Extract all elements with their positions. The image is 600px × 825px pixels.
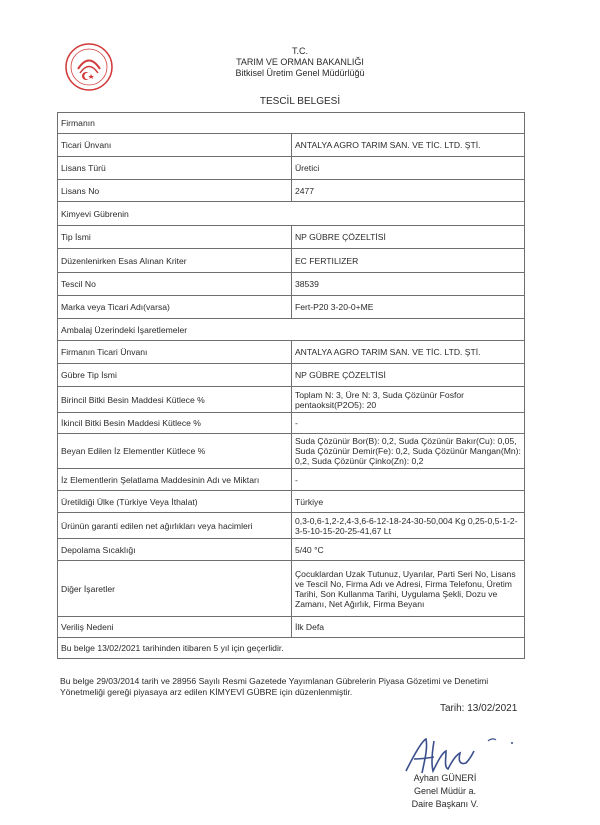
header-directorate: Bitkisel Üretim Genel Müdürlüğü <box>235 68 365 78</box>
row-label: İz Elementlerin Şelatlama Maddesinin Adı ve Miktarı <box>58 469 292 491</box>
row-value: Fert-P20 3-20-0+ME <box>291 296 524 319</box>
row-label: Ürünün garanti edilen net ağırlıkları veya hacimleri <box>58 513 292 539</box>
row-label: Üretildiği Ülke (Türkiye Veya İthalat) <box>58 491 292 513</box>
row-value: ANTALYA AGRO TARIM SAN. VE TİC. LTD. ŞTİ. <box>291 341 524 364</box>
row-label: Tescil No <box>58 273 292 296</box>
row-label: Lisans No <box>58 180 292 202</box>
row-value: Çocuklardan Uzak Tutunuz, Uyarılar, Parti Seri No, Lisans ve Tescil No, Firma Adı ve Adresi, Firma Telefonu, Üretim Tarihi, Son Kullanma Tarihi, Uygulama Şekli, Dozu ve Zamanı, Net Ağırlık, Firma Beyanı <box>291 561 524 617</box>
row-label: Marka veya Ticari Adı(varsa) <box>58 296 292 319</box>
row-value: ANTALYA AGRO TARIM SAN. VE TİC. LTD. ŞTİ. <box>291 134 524 157</box>
row-value: 2477 <box>291 180 524 202</box>
row-label: Lisans Türü <box>58 157 292 180</box>
issue-date: Tarih: 13/02/2021 <box>440 703 518 714</box>
signatory-name: Ayhan GÜNERİ <box>413 773 477 783</box>
row-value: Üretici <box>291 157 524 180</box>
signatory-department: Daire Başkanı V. <box>411 799 479 809</box>
row-value: EC FERTILIZER <box>291 249 524 273</box>
row-label: Diğer İşaretler <box>58 561 292 617</box>
row-label: Depolama Sıcaklığı <box>58 539 292 561</box>
row-label: Düzenlenirken Esas Alınan Kriter <box>58 249 292 273</box>
row-value: Türkiye <box>291 491 524 513</box>
section-packaging-marks: Ambalaj Üzerindeki İşaretlemeler <box>58 319 525 341</box>
row-label: Tip İsmi <box>58 226 292 249</box>
header-ministry: TARIM VE ORMAN BAKANLIĞI <box>236 57 364 67</box>
row-label: Birincil Bitki Besin Maddesi Kütlece % <box>58 387 292 413</box>
row-value: 5/40 °C <box>291 539 524 561</box>
header-tc: T.C. <box>291 46 308 56</box>
row-value: 0,3-0,6-1,2-2,4-3,6-6-12-18-24-30-50,004 Kg 0,25-0,5-1-2-3-5-10-15-20-25-41,67 Lt <box>291 513 524 539</box>
row-value: Suda Çözünür Bor(B): 0,2, Suda Çözünür Bakır(Cu): 0,05, Suda Çözünür Demir(Fe): 0,2, Suda Çözünür Mangan(Mn): 0,2, Suda Çözünür Çinko(Zn): 0,2 <box>291 434 524 469</box>
row-value: 38539 <box>291 273 524 296</box>
row-label: Gübre Tip İsmi <box>58 364 292 387</box>
row-label: Firmanın Ticari Ünvanı <box>58 341 292 364</box>
regulation-note: Bu belge 29/03/2014 tarih ve 28956 Sayılı Resmi Gazetede Yayımlanan Gübrelerin Piyasa Gözetimi ve Denetimi Yönetmeliği gereği piyasaya arz edilen KİMYEVİ GÜBRE için düzenlenmiştir. <box>60 676 489 697</box>
section-firm: Firmanın <box>58 113 525 134</box>
validity-note: Bu belge 13/02/2021 tarihinden itibaren 5 yıl için geçerlidir. <box>58 638 525 659</box>
row-value: NP GÜBRE ÇÖZELTİSİ <box>291 364 524 387</box>
row-value: - <box>291 469 524 491</box>
section-fertilizer: Kimyevi Gübrenin <box>58 202 525 226</box>
row-label: Ticari Ünvanı <box>58 134 292 157</box>
row-value: - <box>291 413 524 434</box>
document-title: TESCİL BELGESİ <box>259 96 341 107</box>
row-label: Veriliş Nedeni <box>58 617 292 638</box>
row-label: İkincil Bitki Besin Maddesi Kütlece % <box>58 413 292 434</box>
row-value: NP GÜBRE ÇÖZELTİSİ <box>291 226 524 249</box>
row-value: Toplam N: 3, Üre N: 3, Suda Çözünür Fosfor pentaoksit(P2O5): 20 <box>291 387 524 413</box>
registration-table <box>57 112 525 659</box>
signatory-title: Genel Müdür a. <box>413 786 477 796</box>
row-value: İlk Defa <box>291 617 524 638</box>
row-label: Beyan Edilen İz Elementler Kütlece % <box>58 434 292 469</box>
